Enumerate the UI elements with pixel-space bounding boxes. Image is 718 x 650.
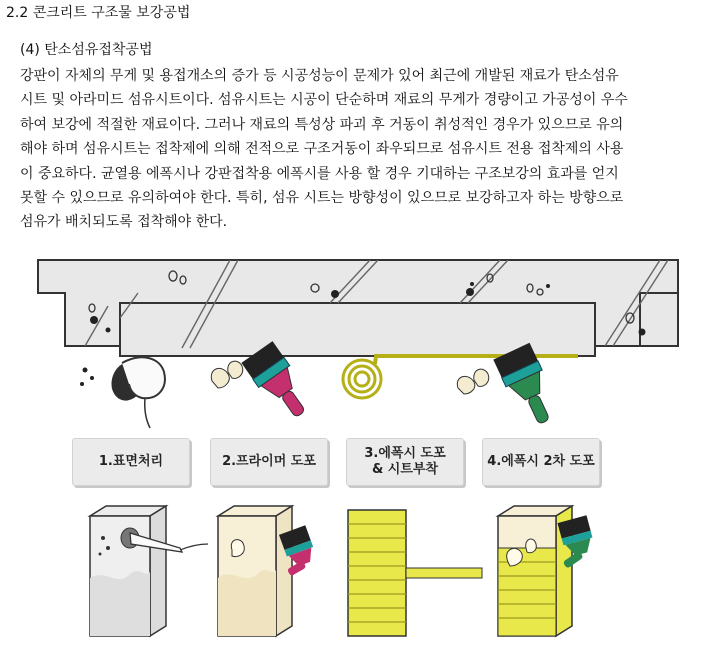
paragraph-line: 시트 및 아라미드 섬유시트이다. 섬유시트는 시공이 단순하며 재료의 무게가 경량이고 가공성이 우수 xyxy=(20,92,628,109)
block-primer xyxy=(218,506,320,636)
step-label-3: 3.에폭시 도포 & 시트부착 xyxy=(346,438,464,486)
paragraph-line: 강판이 자체의 무게 및 용접개소의 증가 등 시공성능이 문제가 있어 최근에 개발된 재료가 탄소섬유 xyxy=(20,68,619,84)
paragraph-line: 하여 보강에 적절한 재료이다. 그러나 재료의 특성상 파괴 후 거동이 취성적인 경우가 있으므로 유의 xyxy=(20,116,624,133)
grinder-icon xyxy=(80,357,165,428)
paragraph-line: 이 중요하다. 균열용 에폭시나 강판접착용 에폭시를 사용 할 경우 기대하는 구조보강의 효과를 얻지 xyxy=(20,165,619,182)
method-subheading: (4) 탄소섬유접착공법 xyxy=(20,42,153,58)
block-fiber-sheet xyxy=(348,510,482,636)
paragraph-line: 해야 하며 섬유시트는 접착제에 의해 전적으로 구조거동이 좌우되므로 섬유시트 전용 접착제의 사용 xyxy=(20,141,624,158)
step-label-4: 4.에폭시 2차 도포 xyxy=(482,438,600,486)
paragraph-line: 못할 수 있으므로 유의하여야 한다. 특히, 섬유 시트는 방향성이 있으므로 보강하고자 하는 방향으로 xyxy=(20,190,624,207)
paragraph-line: 섬유가 배치되도록 접착해야 한다. xyxy=(20,214,228,231)
concrete-beam xyxy=(38,260,678,356)
block-epoxy-second xyxy=(498,506,599,636)
step-label-1: 1.표면처리 xyxy=(72,438,190,486)
section-heading: 2.2 콘크리트 구조물 보강공법 xyxy=(6,5,191,21)
reinforcement-procedure-figure xyxy=(30,248,690,646)
description-paragraph xyxy=(20,64,710,235)
block-surface-treatment xyxy=(90,506,208,636)
step-label-2: 2.프라이머 도포 xyxy=(210,438,328,486)
